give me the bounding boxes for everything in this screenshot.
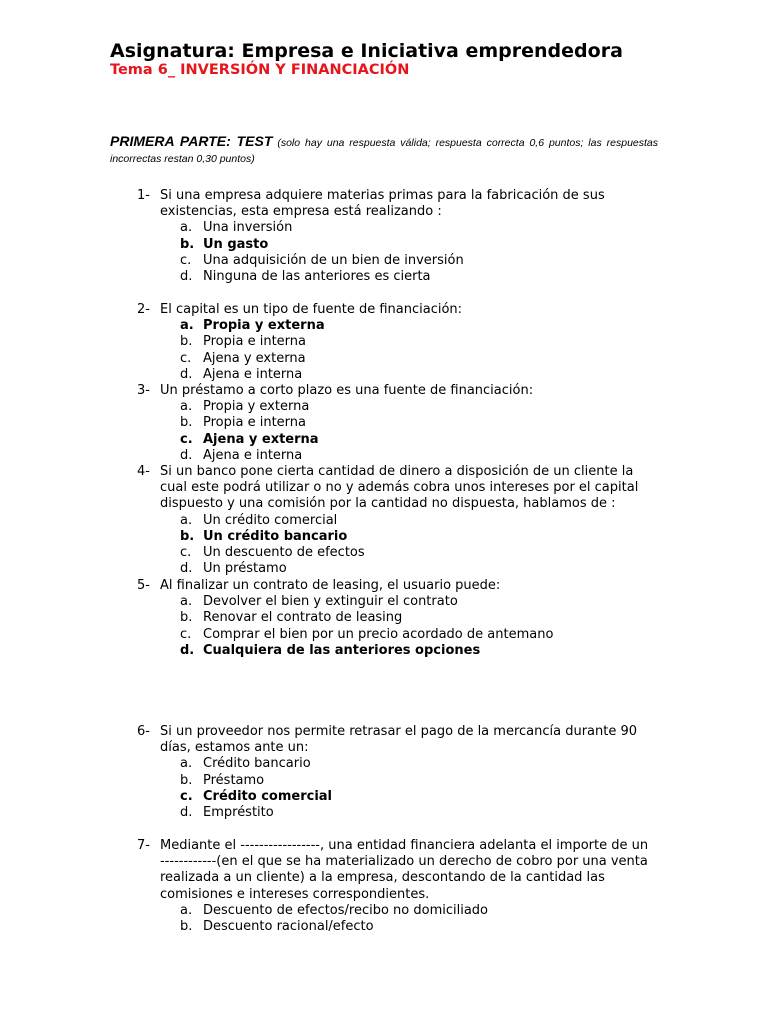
question-text-line: Si un banco pone cierta cantidad de dinero a disposición de un cliente la <box>160 464 634 479</box>
option-text: Devolver el bien y extinguir el contrato <box>203 594 458 610</box>
question-text-line: El capital es un tipo de fuente de financiación: <box>160 302 463 317</box>
option-text: Empréstito <box>203 805 274 820</box>
option-text: Un préstamo <box>203 561 287 577</box>
question-text-line: ------------(en el que se ha materializado un derecho de cobro por una venta <box>160 854 648 870</box>
option-letter: a. <box>180 594 193 610</box>
option-text: Renovar el contrato de leasing <box>203 610 403 626</box>
option-letter: a. <box>180 220 193 236</box>
option-letter: b. <box>180 772 193 788</box>
correct-option-text: Cualquiera de las anteriores opciones <box>203 642 481 658</box>
question-text-line: Si una empresa adquiere materias primas para la fabricación de sus <box>160 188 605 203</box>
option-letter: d. <box>180 561 193 577</box>
option-letter: a. <box>180 512 193 528</box>
option-text: Ajena e interna <box>203 447 303 463</box>
option-letter: b. <box>180 528 195 544</box>
option-letter: d. <box>180 447 193 463</box>
option-text: Descuento racional/efecto <box>203 919 374 934</box>
correct-option-text: Ajena y externa <box>203 431 319 447</box>
option-letter: c. <box>180 431 193 447</box>
question-text-line: existencias, esta empresa está realizando : <box>160 204 442 220</box>
option-letter: d. <box>180 642 195 658</box>
option-text: Comprar el bien por un precio acordado de antemano <box>203 626 554 642</box>
question-text-line: comisiones e intereses correspondientes. <box>160 886 430 902</box>
option-text: Propia e interna <box>203 334 306 350</box>
question-number: 5- <box>137 578 150 593</box>
question-text-line: Si un proveedor nos permite retrasar el pago de la mercancía durante 90 <box>160 724 638 739</box>
option-text: Un crédito comercial <box>203 512 338 528</box>
option-letter: a. <box>180 902 193 918</box>
option-letter: a. <box>180 756 193 772</box>
option-text: Propia y externa <box>203 399 310 415</box>
option-letter: a. <box>180 318 194 334</box>
option-text: Propia e interna <box>203 415 306 431</box>
option-letter: d. <box>180 366 193 382</box>
option-letter: c. <box>180 626 192 642</box>
question-text-line: días, estamos ante un: <box>160 740 309 756</box>
option-letter: d. <box>180 269 193 284</box>
correct-option-text: Crédito comercial <box>203 788 333 804</box>
question-number: 1- <box>137 188 150 203</box>
option-letter: a. <box>180 399 193 415</box>
option-text: Un descuento de efectos <box>203 545 365 560</box>
question-number: 4- <box>137 464 150 479</box>
section-header <box>110 133 658 167</box>
option-text: Ninguna de las anteriores es cierta <box>203 269 431 284</box>
option-text: Descuento de efectos/recibo no domiciliado <box>203 902 489 918</box>
option-letter: b. <box>180 610 193 626</box>
question-text-line: dispuesto y una comisión por la cantidad no dispuesta, hablamos de : <box>160 496 616 512</box>
question-number: 2- <box>137 302 150 317</box>
option-letter: b. <box>180 334 193 350</box>
topic-title: Tema 6_ INVERSIÓN Y FINANCIACIÓN <box>110 62 410 78</box>
option-letter: c. <box>180 788 193 804</box>
option-letter: b. <box>180 415 193 431</box>
option-text: Crédito bancario <box>203 756 311 772</box>
option-text: Ajena e interna <box>203 366 303 382</box>
option-text: Una inversión <box>203 220 293 236</box>
question-text-line: cual este podrá utilizar o no y además cobra unos intereses por el capital <box>160 480 639 496</box>
question-text-line: Mediante el -----------------, una entidad financiera adelanta el importe de un <box>160 838 649 853</box>
correct-option-text: Un crédito bancario <box>203 528 348 544</box>
option-letter: b. <box>180 919 193 934</box>
question-text-line: realizada a un cliente) a la empresa, descontando de la cantidad las <box>160 870 605 886</box>
question-number: 7- <box>137 838 150 853</box>
correct-option-text: Un gasto <box>203 236 269 252</box>
question-number: 6- <box>137 724 150 739</box>
option-letter: c. <box>180 350 192 366</box>
option-text: Préstamo <box>203 772 265 788</box>
option-letter: c. <box>180 252 192 268</box>
question-text-line: Al finalizar un contrato de leasing, el usuario puede: <box>160 578 501 593</box>
option-letter: d. <box>180 805 193 820</box>
option-letter: c. <box>180 545 192 560</box>
section-title: PRIMERA PARTE: TEST <box>110 133 273 149</box>
option-text: Ajena y externa <box>203 350 306 366</box>
question-text-line: Un préstamo a corto plazo es una fuente de financiación: <box>160 383 534 398</box>
scoring-note: (solo hay una respuesta válida; respuesta correcta 0,6 puntos; las respuestas incorrectas restan 0,30 puntos) <box>110 137 659 165</box>
option-text: Una adquisición de un bien de inversión <box>203 252 464 268</box>
subject-title: Asignatura: Empresa e Iniciativa emprendedora <box>110 40 623 62</box>
option-letter: b. <box>180 236 195 252</box>
section-note-paragraph <box>110 133 658 167</box>
question-number: 3- <box>137 383 150 398</box>
correct-option-text: Propia y externa <box>203 318 325 334</box>
